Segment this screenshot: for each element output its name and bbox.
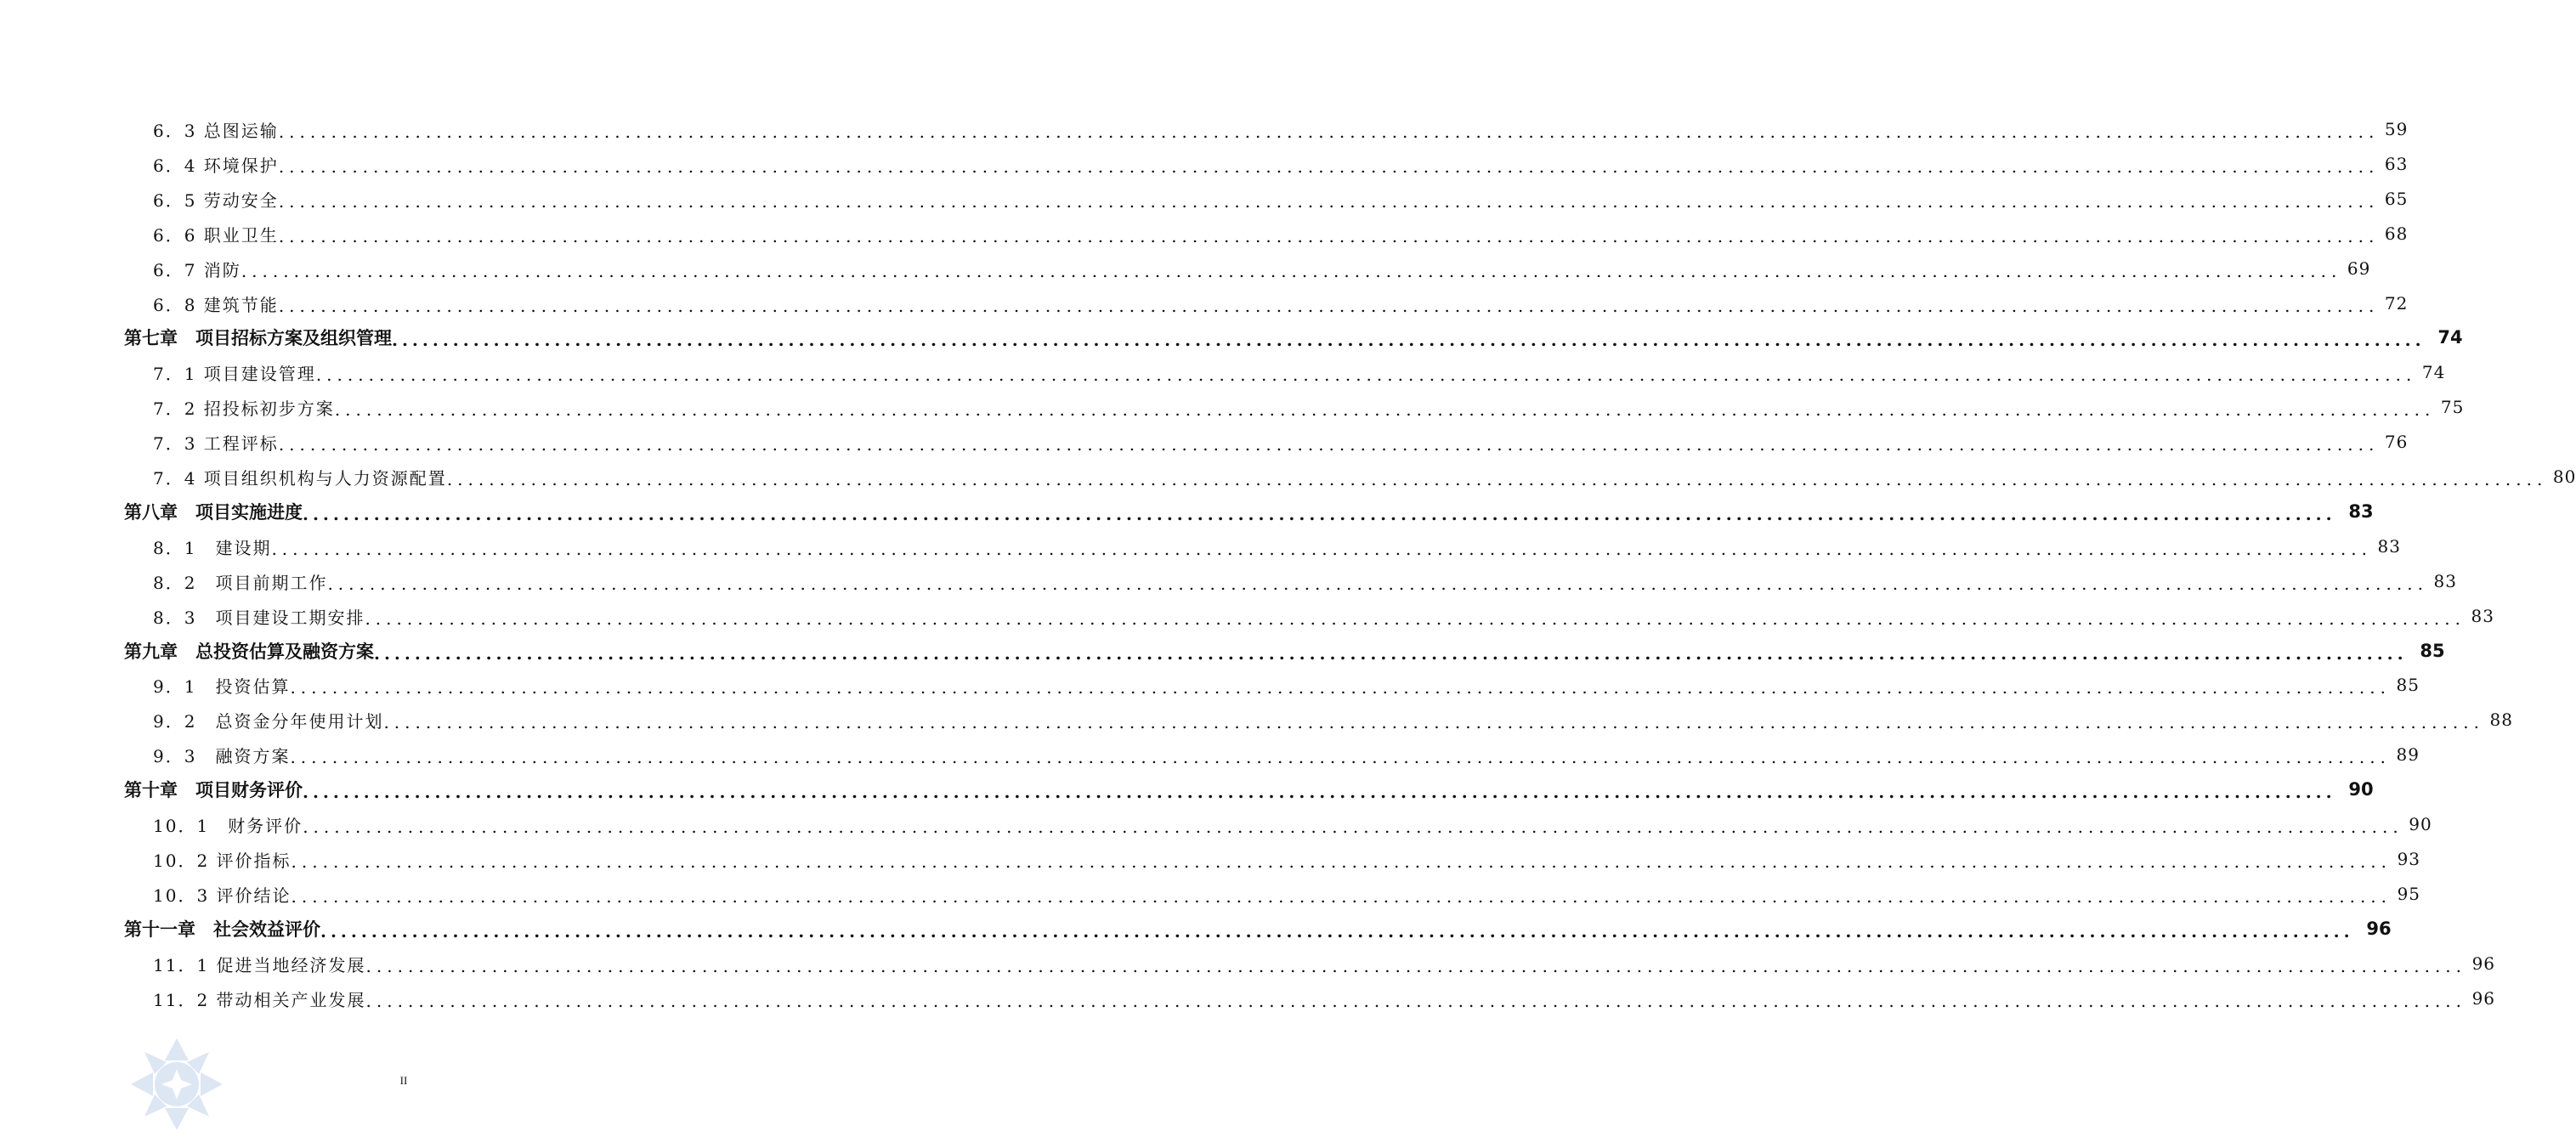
dot-leader: ........................................................................................................................................................................................................ [278, 296, 2380, 316]
toc-section-entry[interactable] [0, 187, 2409, 212]
toc-page-number: 65 [2384, 189, 2409, 209]
toc-page-number: 85 [2396, 675, 2420, 695]
dot-leader: ........................................................................................................................................................................................................ [365, 956, 2467, 976]
toc-section-entry[interactable] [0, 152, 2409, 177]
toc-entry-title: 6．6 职业卫生 [153, 224, 279, 246]
dot-leader: ........................................................................................................................................................................................................ [291, 851, 2392, 872]
dot-leader: ........................................................................................................................................................................................................ [320, 921, 2354, 941]
toc-page-number: 72 [2384, 293, 2409, 314]
toc-entry-title: 7．4 项目组织机构与人力资源配置 [153, 467, 447, 489]
toc-page-number: 68 [2384, 223, 2409, 244]
dot-leader: ........................................................................................................................................................................................................ [392, 330, 2426, 350]
toc-entry-title: 9．3 融资方案 [153, 745, 291, 766]
dot-leader: ........................................................................................................................................................................................................ [291, 886, 2392, 907]
toc-entry-title: 8．1 建设期 [153, 537, 272, 558]
toc-section-entry[interactable] [0, 708, 2513, 732]
toc-page-number: 63 [2384, 154, 2409, 174]
toc-section-entry[interactable] [0, 847, 2421, 872]
toc-entry-title: 6．5 劳动安全 [153, 189, 279, 211]
toc-page-number: 89 [2396, 744, 2420, 765]
toc-page-number: 83 [2433, 571, 2457, 591]
toc-chapter-entry[interactable] [0, 639, 2445, 664]
toc-page-number: 75 [2440, 397, 2465, 417]
dot-leader: ........................................................................................................................................................................................................ [303, 782, 2336, 802]
toc-page-number: 88 [2489, 710, 2513, 730]
toc-section-entry[interactable] [0, 743, 2420, 767]
dot-leader: ........................................................................................................................................................................................................ [278, 122, 2380, 142]
dot-leader: ........................................................................................................................................................................................................ [315, 365, 2417, 385]
toc-entry-title: 6．7 消防 [153, 259, 241, 280]
toc-page-number: 83 [2377, 536, 2401, 557]
dot-leader: ........................................................................................................................................................................................................ [278, 156, 2380, 177]
toc-section-entry[interactable] [0, 812, 2432, 837]
dot-leader: ........................................................................................................................................................................................................ [365, 608, 2466, 629]
dot-leader: ........................................................................................................................................................................................................ [334, 399, 2436, 420]
dot-leader: ........................................................................................................................................................................................................ [241, 261, 2342, 281]
toc-entry-title: 第八章 项目实施进度 [124, 502, 303, 523]
toc-page-number: 96 [2366, 919, 2392, 939]
toc-page-number: 90 [2409, 814, 2432, 834]
dot-leader: ........................................................................................................................................................................................................ [303, 817, 2403, 837]
toc-entry-title: 9．1 投资估算 [153, 676, 291, 697]
toc-chapter-entry[interactable] [0, 325, 2463, 350]
toc-entry-title: 7．2 招投标初步方案 [153, 398, 335, 419]
toc-page-number: 76 [2384, 432, 2409, 452]
toc-section-entry[interactable] [0, 360, 2446, 385]
dot-leader: ........................................................................................................................................................................................................ [383, 712, 2484, 732]
toc-chapter-entry[interactable] [0, 917, 2392, 941]
toc-page-number: 59 [2384, 119, 2409, 139]
toc-page-number: 74 [2421, 362, 2446, 382]
toc-section-entry[interactable] [0, 291, 2409, 316]
toc-page-number: 83 [2348, 501, 2374, 522]
dot-leader: ........................................................................................................................................................................................................ [278, 434, 2380, 455]
toc-chapter-entry[interactable] [0, 777, 2374, 802]
page-number: II [399, 1074, 408, 1087]
toc-entry-title: 第十一章 社会效益评价 [124, 919, 320, 940]
toc-section-entry[interactable] [0, 569, 2457, 594]
dot-leader: ........................................................................................................................................................................................................ [374, 643, 2408, 664]
toc-page-number: 80 [2552, 466, 2576, 487]
toc-page-number: 93 [2397, 849, 2421, 869]
toc-page-number: 95 [2397, 884, 2421, 904]
toc-entry-title: 6．8 建筑节能 [153, 294, 279, 315]
toc-entry-title: 6．4 环境保护 [153, 155, 279, 176]
toc-entry-title: 第九章 总投资估算及融资方案 [124, 642, 374, 662]
dot-leader: ........................................................................................................................................................................................................ [290, 677, 2391, 698]
toc-section-entry[interactable] [0, 117, 2409, 142]
toc-section-entry[interactable] [0, 987, 2496, 1011]
toc-entry-title: 10．1 财务评价 [153, 815, 303, 836]
dot-leader: ........................................................................................................................................................................................................ [303, 504, 2336, 524]
toc-entry-title: 第十章 项目财务评价 [124, 780, 303, 800]
toc-entry-title: 7．3 工程评标 [153, 432, 279, 454]
toc-entry-title: 8．2 项目前期工作 [153, 572, 328, 593]
toc-entry-title: 8．3 项目建设工期安排 [153, 607, 365, 628]
toc-section-entry[interactable] [0, 604, 2494, 629]
dot-leader: ........................................................................................................................................................................................................ [365, 991, 2467, 1011]
toc-page-number: 96 [2471, 988, 2496, 1009]
toc-section-entry[interactable] [0, 257, 2371, 281]
toc-section-entry[interactable] [0, 952, 2496, 976]
toc-page-number: 74 [2437, 327, 2463, 348]
toc-section-entry[interactable] [0, 430, 2409, 455]
dot-leader: ........................................................................................................................................................................................................ [446, 469, 2548, 489]
toc-page-number: 69 [2347, 258, 2371, 279]
toc-entry-title: 10．2 评价指标 [153, 850, 292, 871]
toc-entry-title: 11．1 促进当地经济发展 [153, 954, 366, 975]
toc-page-number: 85 [2420, 641, 2445, 661]
toc-section-entry[interactable] [0, 465, 2576, 489]
toc-page-number: 83 [2471, 606, 2494, 626]
toc-entry-title: 11．2 带动相关产业发展 [153, 989, 366, 1010]
toc-entry-title: 10．3 评价结论 [153, 885, 292, 906]
toc-section-entry[interactable] [0, 673, 2420, 698]
toc-page-number: 90 [2348, 779, 2374, 800]
dot-leader: ........................................................................................................................................................................................................ [290, 747, 2391, 767]
toc-chapter-entry[interactable] [0, 500, 2374, 524]
toc-section-entry[interactable] [0, 882, 2421, 907]
toc-section-entry[interactable] [0, 395, 2465, 420]
toc-entry-title: 9．2 总资金分年使用计划 [153, 710, 384, 732]
dot-leader: ........................................................................................................................................................................................................ [278, 226, 2380, 246]
toc-section-entry[interactable] [0, 534, 2401, 559]
toc-entry-title: 6．3 总图运输 [153, 120, 279, 141]
toc-entry-title: 7．1 项目建设管理 [153, 363, 316, 384]
dot-leader: ........................................................................................................................................................................................................ [278, 191, 2380, 212]
dot-leader: ........................................................................................................................................................................................................ [271, 539, 2372, 559]
toc-entry-title: 第七章 项目招标方案及组织管理 [124, 328, 392, 348]
dot-leader: ........................................................................................................................................................................................................ [327, 574, 2428, 594]
toc-section-entry[interactable] [0, 222, 2409, 246]
toc-page-number: 96 [2471, 953, 2496, 974]
